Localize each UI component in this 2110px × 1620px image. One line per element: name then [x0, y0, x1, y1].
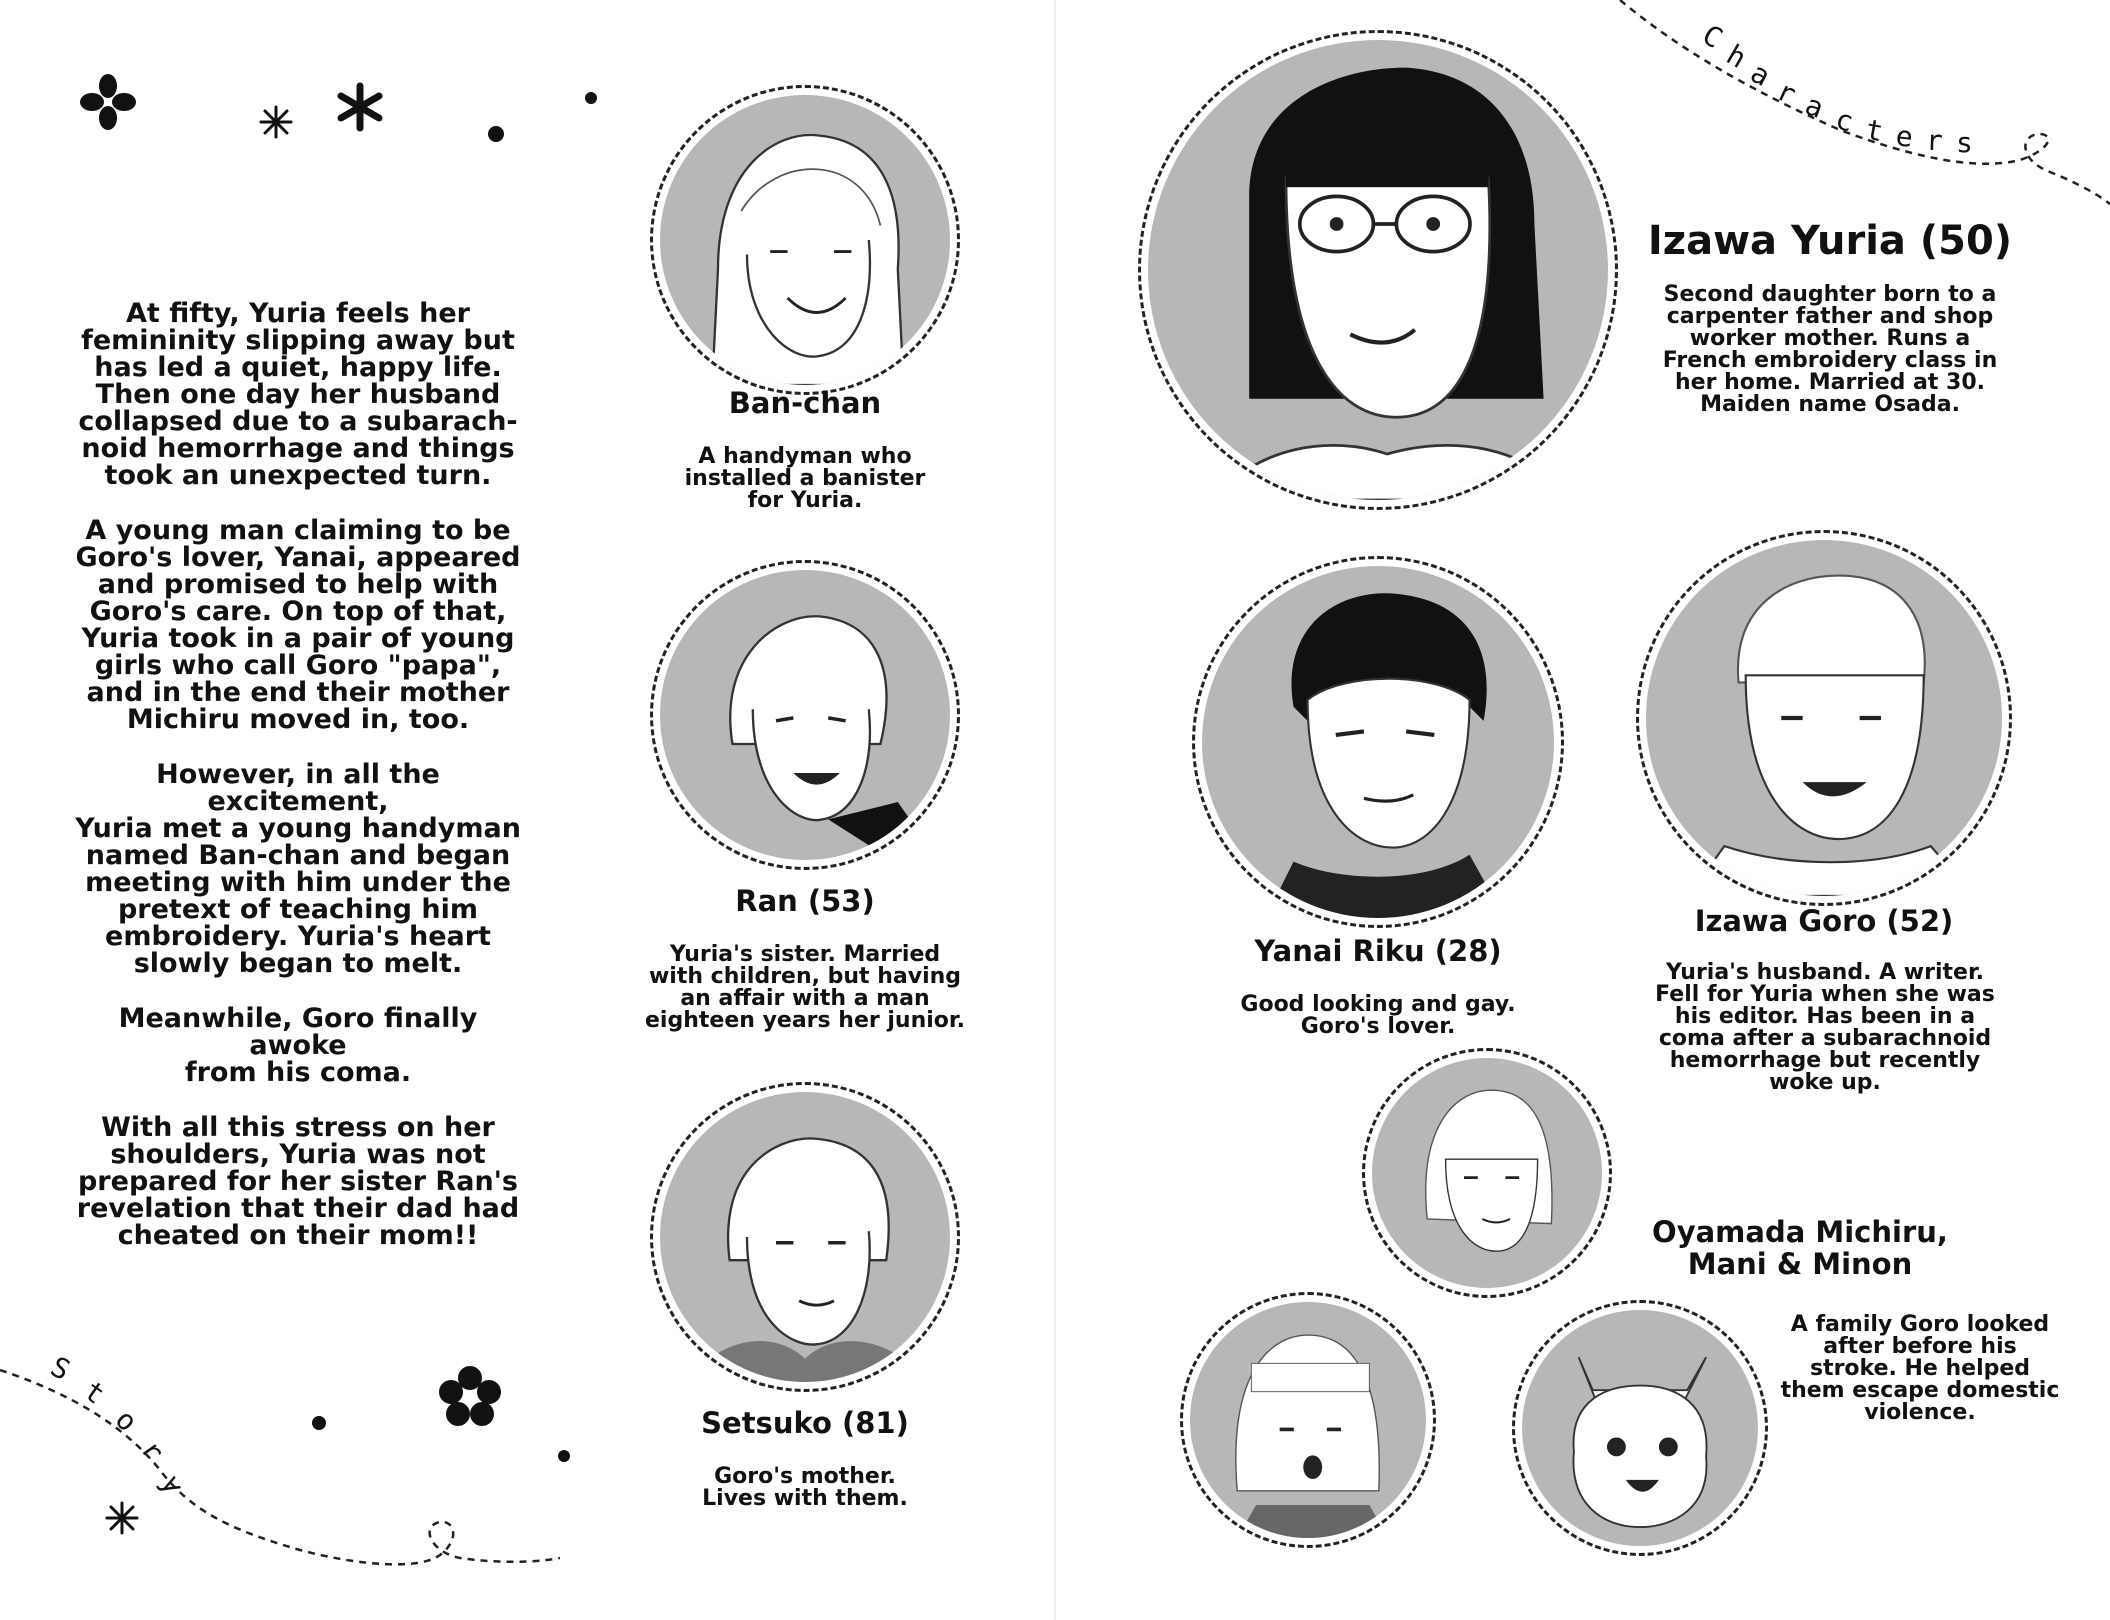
- character-description: Yuria's husband. A writer. Fell for Yuria when she was his editor. Has been in a coma after a subarachnoid hemorrhage but recently woke up.: [1655, 960, 1995, 1095]
- story-summary: [68, 300, 528, 1277]
- character-name: Yanai Riku (28): [1254, 934, 1502, 968]
- character-name: Ran (53): [735, 884, 875, 918]
- star-ornament-icon: [335, 82, 385, 132]
- yanai-face-icon: [1202, 566, 1554, 918]
- setsuko-face-icon: [660, 1092, 950, 1382]
- asterisk-ornament-icon: [258, 104, 294, 140]
- page-fold: [1054, 0, 1056, 1620]
- minon-face-icon: [1522, 1310, 1758, 1546]
- character-name: Oyamada Michiru, Mani & Minon: [1652, 1215, 1948, 1281]
- character-description: A handyman who installed a banister for Yuria.: [684, 444, 926, 513]
- portrait-yanai: [1192, 556, 1564, 928]
- portrait-banchan: [650, 85, 960, 395]
- character-description: Yuria's sister. Married with children, but having an affair with a man eighteen years her junior.: [645, 942, 965, 1033]
- michiru-face-icon: [1372, 1058, 1602, 1288]
- portrait-setsuko: [650, 1082, 960, 1392]
- character-description: Second daughter born to a carpenter father and shop worker mother. Runs a French embroidery class in her home. Married at 30. Maiden name Osada.: [1662, 282, 1998, 417]
- dot-ornament-icon: [310, 1414, 328, 1432]
- goro-face-icon: [1646, 540, 2002, 896]
- banchan-face-icon: [660, 95, 950, 385]
- story-paragraph: A young man claiming to be Goro's lover, Yanai, appeared and promised to help with Goro's care. On top of that, Yuria took in a pair of young girls who call Goro "papa", and in the end their mother Michiru moved in, too.: [75, 515, 521, 735]
- mani-face-icon: [1190, 1302, 1426, 1538]
- portrait-yuria: [1138, 30, 1618, 510]
- story-paragraph: However, in all the excitement, Yuria met a young handyman named Ban-chan and began meeting with him under the pretext of teaching him embroidery. Yuria's heart slowly began to melt.: [75, 759, 521, 979]
- character-description: Goro's mother. Lives with them.: [702, 1464, 908, 1511]
- portrait-michiru: [1362, 1048, 1612, 1298]
- character-description: A family Goro looked after before his stroke. He helped them escape domestic violence.: [1780, 1312, 2060, 1425]
- story-paragraph: At fifty, Yuria feels her femininity slipping away but has led a quiet, happy life. Then one day her husband collapsed due to a subarach- noid hemorrhage and things took an unexpected turn.: [78, 298, 518, 491]
- character-name: Setsuko (81): [701, 1406, 909, 1440]
- portrait-goro: [1636, 530, 2012, 906]
- dot-ornament-icon: [583, 90, 599, 106]
- character-description: Good looking and gay. Goro's lover.: [1240, 992, 1516, 1039]
- clover-ornament-icon: [78, 72, 138, 132]
- character-name: Izawa Goro (52): [1694, 904, 1954, 938]
- yuria-face-icon: [1148, 40, 1608, 500]
- dot-ornament-icon: [486, 124, 506, 144]
- characters-heading: C h a r a c t e r s: [1696, 18, 1973, 159]
- portrait-mani: [1180, 1292, 1436, 1548]
- dot-ornament-icon: [556, 1448, 572, 1464]
- story-paragraph: With all this stress on her shoulders, Yuria was not prepared for her sister Ran's revelation that their dad had cheated on their mom!!: [76, 1112, 520, 1251]
- portrait-minon: [1512, 1300, 1768, 1556]
- portrait-ran: [650, 560, 960, 870]
- flower-ornament-icon: [437, 1364, 503, 1430]
- story-paragraph: Meanwhile, Goro finally awoke from his coma.: [118, 1003, 478, 1088]
- ran-face-icon: [660, 570, 950, 860]
- asterisk-ornament-icon: [104, 1500, 140, 1536]
- story-heading: S t o r y: [45, 1349, 191, 1500]
- character-name: Ban-chan: [728, 386, 882, 420]
- character-name: Izawa Yuria (50): [1647, 218, 2013, 264]
